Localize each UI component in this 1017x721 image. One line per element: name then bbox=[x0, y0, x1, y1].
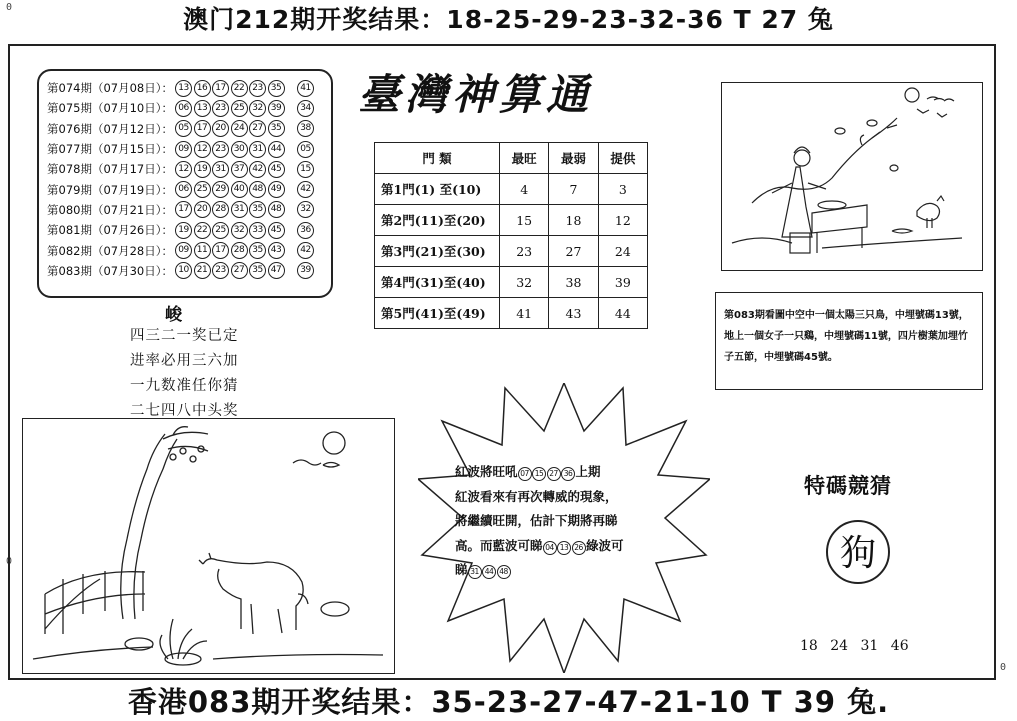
ball-number: 35 bbox=[249, 242, 266, 259]
ball-number: 23 bbox=[212, 100, 229, 117]
star-line: 將繼續旺開，估計下期將再睇 bbox=[455, 513, 618, 528]
riddle-picture-boar-tree bbox=[22, 418, 395, 674]
ball-number: 32 bbox=[249, 100, 266, 117]
history-numbers bbox=[175, 222, 316, 239]
ball-number: 12 bbox=[175, 161, 192, 178]
boar-icon bbox=[203, 559, 308, 634]
ball-number: 35 bbox=[249, 262, 266, 279]
guess-animal-badge: 狗 bbox=[826, 520, 890, 584]
table-row bbox=[375, 267, 648, 298]
history-period-label: 第075期（07月10日）： bbox=[47, 101, 173, 116]
circled-number: 27 bbox=[547, 467, 561, 481]
ball-number: 42 bbox=[249, 161, 266, 178]
chicken-icon bbox=[917, 203, 940, 228]
history-numbers bbox=[175, 181, 316, 198]
circled-number: 26 bbox=[572, 541, 586, 555]
star-line-text: 綠波可 bbox=[586, 537, 624, 553]
guess-numbers: 18 24 31 46 bbox=[800, 638, 909, 654]
table-row bbox=[375, 174, 648, 205]
ball-number: 24 bbox=[231, 120, 248, 137]
col-header: 最旺 bbox=[500, 143, 549, 174]
history-numbers bbox=[175, 161, 316, 178]
max-cell: 23 bbox=[500, 236, 549, 267]
history-row bbox=[47, 78, 331, 98]
sun-icon bbox=[905, 88, 919, 102]
ball-number: 10 bbox=[175, 262, 192, 279]
special-ball-number: 05 bbox=[297, 141, 314, 158]
history-numbers bbox=[175, 120, 316, 137]
ball-number: 31 bbox=[212, 161, 229, 178]
table-row bbox=[375, 236, 648, 267]
history-period-label: 第077期（07月15日）： bbox=[47, 142, 173, 157]
ball-number: 40 bbox=[231, 181, 248, 198]
wave-analysis-text bbox=[455, 460, 675, 583]
corner-mark: 0 bbox=[6, 556, 13, 567]
ball-number: 27 bbox=[249, 120, 266, 137]
ball-number: 06 bbox=[175, 100, 192, 117]
ball-number: 23 bbox=[212, 141, 229, 158]
special-ball-number: 15 bbox=[297, 161, 314, 178]
offer-cell: 39 bbox=[598, 267, 647, 298]
history-row bbox=[47, 98, 331, 118]
ball-number: 12 bbox=[194, 141, 211, 158]
ball-number: 39 bbox=[268, 100, 285, 117]
ball-number: 35 bbox=[268, 80, 285, 97]
ball-number: 13 bbox=[194, 100, 211, 117]
special-ball-number: 39 bbox=[297, 262, 314, 279]
ball-number: 48 bbox=[249, 181, 266, 198]
star-number-group bbox=[518, 464, 576, 479]
ball-number: 30 bbox=[231, 141, 248, 158]
woman-chicken-illustration bbox=[722, 83, 981, 269]
macau-result-banner: 澳门212期开奖结果：18-25-29-23-32-36 T 27 兔 bbox=[183, 5, 834, 34]
special-ball-number: 42 bbox=[297, 242, 314, 259]
history-numbers bbox=[175, 80, 316, 97]
fence bbox=[45, 571, 145, 634]
history-period-label: 第083期（07月30日）： bbox=[47, 263, 173, 278]
col-header: 最弱 bbox=[549, 143, 598, 174]
range-cell: 第4門(31)至(40) bbox=[375, 267, 500, 298]
range-cell: 第1門(1) 至(10) bbox=[375, 174, 500, 205]
min-cell: 27 bbox=[549, 236, 598, 267]
ball-number: 31 bbox=[249, 141, 266, 158]
circled-number: 48 bbox=[497, 565, 511, 579]
table-row bbox=[375, 298, 648, 329]
history-row bbox=[47, 200, 331, 220]
table-header-row bbox=[375, 143, 648, 174]
min-cell: 38 bbox=[549, 267, 598, 298]
history-numbers bbox=[175, 262, 316, 279]
ball-number: 17 bbox=[212, 242, 229, 259]
special-ball-number: 41 bbox=[297, 80, 314, 97]
history-row bbox=[47, 179, 331, 199]
corner-mark: 0 bbox=[1000, 662, 1007, 673]
ball-number: 09 bbox=[175, 242, 192, 259]
ball-number: 49 bbox=[268, 181, 285, 198]
ball-number: 21 bbox=[194, 262, 211, 279]
ball-number: 29 bbox=[212, 181, 229, 198]
min-cell: 18 bbox=[549, 205, 598, 236]
ball-number: 45 bbox=[268, 222, 285, 239]
col-header: 提供 bbox=[598, 143, 647, 174]
history-period-label: 第081期（07月26日）： bbox=[47, 223, 173, 238]
ball-number: 19 bbox=[175, 222, 192, 239]
history-panel bbox=[37, 69, 333, 298]
star-line bbox=[455, 558, 675, 583]
ball-number: 22 bbox=[231, 80, 248, 97]
ball-number: 06 bbox=[175, 181, 192, 198]
offer-cell: 12 bbox=[598, 205, 647, 236]
ball-number: 25 bbox=[231, 100, 248, 117]
ball-number: 48 bbox=[268, 201, 285, 218]
poem-title: 峻 bbox=[165, 305, 182, 325]
ball-number: 11 bbox=[194, 242, 211, 259]
star-line-text: 紅波將旺吼 bbox=[455, 464, 518, 479]
ball-number: 25 bbox=[212, 222, 229, 239]
ball-number: 45 bbox=[268, 161, 285, 178]
ball-number: 28 bbox=[212, 201, 229, 218]
moon-icon bbox=[323, 432, 345, 454]
door-table bbox=[374, 142, 648, 329]
max-cell: 4 bbox=[500, 174, 549, 205]
hongkong-result-banner: 香港083期开奖结果：35-23-27-47-21-10 T 39 兔. bbox=[127, 685, 890, 719]
special-ball-number: 42 bbox=[297, 181, 314, 198]
poem-line: 四三二一奖已定 bbox=[130, 328, 239, 344]
history-row bbox=[47, 159, 331, 179]
history-row bbox=[47, 220, 331, 240]
ball-number: 27 bbox=[231, 262, 248, 279]
offer-cell: 44 bbox=[598, 298, 647, 329]
history-row bbox=[47, 261, 331, 281]
max-cell: 15 bbox=[500, 205, 549, 236]
ball-number: 20 bbox=[212, 120, 229, 137]
corner-mark: 0 bbox=[6, 2, 13, 13]
poem-line: 进率必用三六加 bbox=[130, 353, 239, 369]
max-cell: 41 bbox=[500, 298, 549, 329]
history-period-label: 第078期（07月17日）： bbox=[47, 162, 173, 177]
min-cell: 43 bbox=[549, 298, 598, 329]
ball-number: 05 bbox=[175, 120, 192, 137]
min-cell: 7 bbox=[549, 174, 598, 205]
star-number-group bbox=[543, 538, 587, 553]
star-line-text: 睇 bbox=[455, 562, 468, 577]
history-row bbox=[47, 139, 331, 159]
max-cell: 32 bbox=[500, 267, 549, 298]
ball-number: 16 bbox=[194, 80, 211, 97]
riddle-picture-woman-chicken bbox=[721, 82, 983, 271]
birds-icon bbox=[927, 97, 954, 101]
history-period-label: 第074期（07月08日）： bbox=[47, 81, 173, 96]
table-row bbox=[375, 205, 648, 236]
ball-number: 44 bbox=[268, 141, 285, 158]
ball-number: 17 bbox=[194, 120, 211, 137]
poem-line: 一九数准任你猜 bbox=[130, 378, 239, 394]
history-numbers bbox=[175, 242, 316, 259]
ball-number: 28 bbox=[231, 242, 248, 259]
range-cell: 第3門(21)至(30) bbox=[375, 236, 500, 267]
poem-line: 二七四八中头奖 bbox=[130, 403, 239, 419]
history-row bbox=[47, 240, 331, 260]
col-header: 門 類 bbox=[375, 143, 500, 174]
ball-number: 33 bbox=[249, 222, 266, 239]
special-ball-number: 32 bbox=[297, 201, 314, 218]
circled-number: 04 bbox=[543, 541, 557, 555]
special-ball-number: 38 bbox=[297, 120, 314, 137]
star-line-text: 高。而藍波可睇 bbox=[455, 537, 543, 553]
ball-number: 20 bbox=[194, 201, 211, 218]
star-line bbox=[455, 460, 675, 485]
ball-number: 17 bbox=[175, 201, 192, 218]
history-numbers bbox=[175, 201, 316, 218]
circled-number: 31 bbox=[468, 565, 482, 579]
offer-cell: 24 bbox=[598, 236, 647, 267]
riddle-note: 第083期看圖中空中一個太陽三只鳥，中埋號碼13號，地上一個女子一只鷄，中埋號碼11號，四片樹葉加埋竹子五節，中埋號碼45號。 bbox=[715, 292, 983, 390]
ball-number: 37 bbox=[231, 161, 248, 178]
circled-number: 36 bbox=[561, 467, 575, 481]
special-ball-number: 34 bbox=[297, 100, 314, 117]
history-numbers bbox=[175, 141, 316, 158]
special-ball-number: 36 bbox=[297, 222, 314, 239]
range-cell: 第2門(11)至(20) bbox=[375, 205, 500, 236]
ball-number: 25 bbox=[194, 181, 211, 198]
star-line bbox=[455, 534, 675, 559]
ball-number: 31 bbox=[231, 201, 248, 218]
star-number-group bbox=[468, 562, 512, 577]
history-period-label: 第079期（07月19日）： bbox=[47, 182, 173, 197]
ball-number: 43 bbox=[268, 242, 285, 259]
ball-number: 23 bbox=[249, 80, 266, 97]
history-period-label: 第080期（07月21日）： bbox=[47, 202, 173, 217]
range-cell: 第5門(41)至(49) bbox=[375, 298, 500, 329]
star-line: 紅波看來有再次轉威的現象， bbox=[455, 488, 618, 504]
circled-number: 15 bbox=[532, 467, 546, 481]
special-guess-title: 特碼競猜 bbox=[804, 473, 892, 498]
ball-number: 35 bbox=[268, 120, 285, 137]
ball-number: 13 bbox=[175, 80, 192, 97]
offer-cell: 3 bbox=[598, 174, 647, 205]
history-period-label: 第082期（07月28日）： bbox=[47, 243, 173, 258]
circled-number: 44 bbox=[482, 565, 496, 579]
history-row bbox=[47, 119, 331, 139]
history-numbers bbox=[175, 100, 316, 117]
ball-number: 19 bbox=[194, 161, 211, 178]
ball-number: 22 bbox=[194, 222, 211, 239]
circled-number: 13 bbox=[557, 541, 571, 555]
ball-number: 09 bbox=[175, 141, 192, 158]
ball-number: 17 bbox=[212, 80, 229, 97]
boar-tree-illustration bbox=[23, 419, 393, 672]
circled-number: 07 bbox=[518, 467, 532, 481]
ball-number: 35 bbox=[249, 201, 266, 218]
ball-number: 32 bbox=[231, 222, 248, 239]
star-line-text: 上期 bbox=[575, 464, 601, 479]
history-period-label: 第076期（07月12日）： bbox=[47, 121, 173, 136]
ball-number: 23 bbox=[212, 262, 229, 279]
ball-number: 47 bbox=[268, 262, 285, 279]
main-title: 臺灣神算通 bbox=[358, 70, 594, 119]
